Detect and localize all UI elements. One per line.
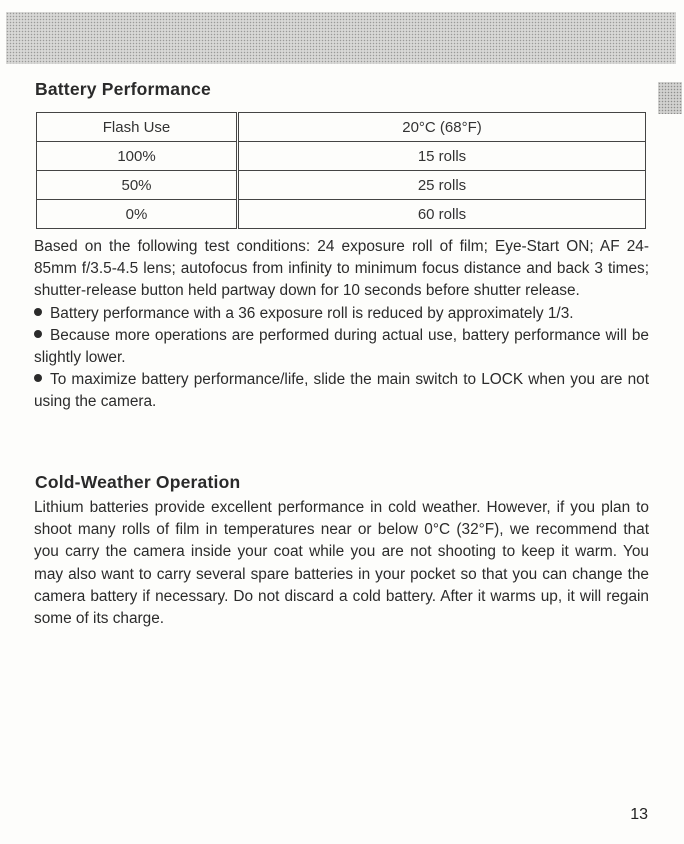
table-row — [37, 171, 646, 200]
bullet-icon — [34, 374, 42, 382]
table-cell: 60 rolls — [238, 200, 646, 229]
table-cell: 0% — [37, 200, 238, 229]
table-cell: 50% — [37, 171, 238, 200]
test-conditions-text: Based on the following test conditions: 24 exposure roll of film; Eye-Start ON; AF 24-85mm f/3.5-4.5 lens; autofocus from infinity to minimum focus distance and back 3 times; shutter-release button held partway down for 10 seconds before shutter release. — [34, 238, 649, 300]
note-text: Because more operations are performed during actual use, battery performance will be slightly lower. — [34, 326, 649, 367]
battery-performance-heading: Battery Performance — [35, 79, 211, 99]
list-item — [34, 325, 649, 369]
cold-weather-heading: Cold-Weather Operation — [35, 472, 241, 492]
list-item — [34, 369, 649, 413]
table-header-row — [37, 113, 646, 142]
note-text: To maximize battery performance/life, slide the main switch to LOCK when you are not using the camera. — [34, 371, 649, 411]
battery-notes-block — [34, 236, 649, 414]
battery-performance-table — [36, 112, 646, 229]
table-header-cell: Flash Use — [37, 113, 238, 142]
bullet-icon — [34, 308, 42, 316]
list-item — [34, 303, 649, 325]
cold-weather-text: Lithium batteries provide excellent performance in cold weather. However, if you plan to shoot many rolls of film in temperatures near or below 0°C (32°F), we recommend that you carry the camera inside your coat while you are not shooting to keep it warm. You may also want to carry several spare batteries in your pocket so that you can change the camera battery if necessary. Do not discard a cold battery. After it warms up, it will regain some of its charge. — [34, 499, 649, 628]
table-cell: 100% — [37, 142, 238, 171]
table-cell: 25 rolls — [238, 171, 646, 200]
bullet-icon — [34, 330, 42, 338]
table-header-cell: 20°C (68°F) — [238, 113, 646, 142]
table-cell: 15 rolls — [238, 142, 646, 171]
header-band — [6, 12, 676, 64]
table-row — [37, 142, 646, 171]
table-row — [37, 200, 646, 229]
section-edge-tab — [658, 82, 682, 114]
page-number: 13 — [630, 806, 648, 823]
note-text: Battery performance with a 36 exposure roll is reduced by approximately 1/3. — [50, 304, 574, 322]
